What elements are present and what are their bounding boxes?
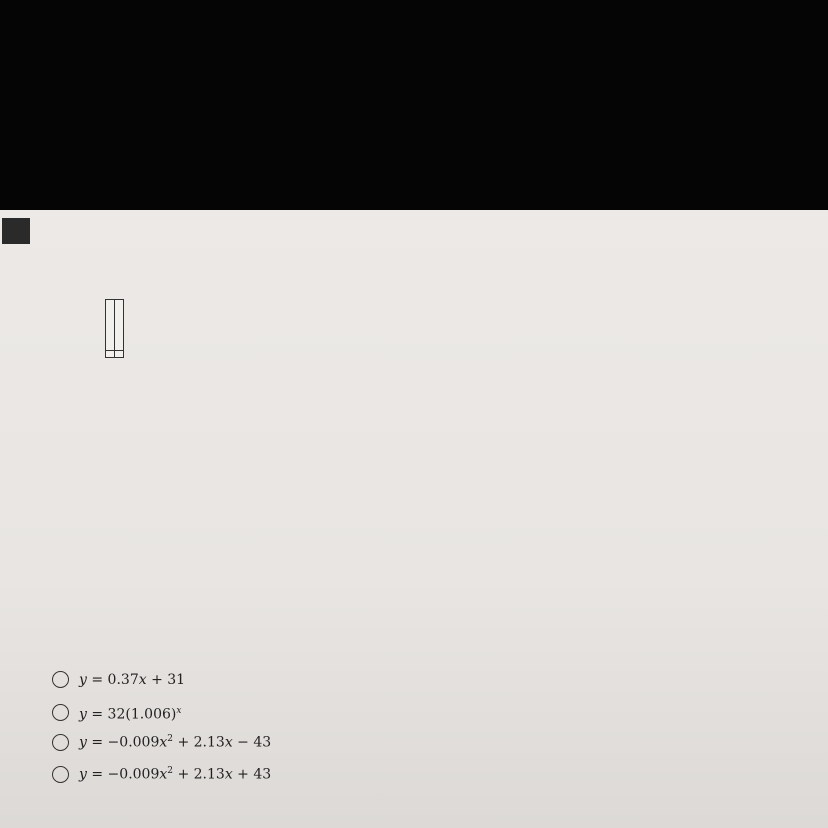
question-number [2, 218, 30, 244]
choice-bubble[interactable] [52, 734, 69, 751]
choice-bubble[interactable] [52, 766, 69, 783]
worksheet-page [0, 210, 828, 828]
table-header-yield [115, 300, 124, 351]
choice-b[interactable] [52, 702, 181, 723]
choice-d[interactable] [52, 766, 271, 783]
photo-background-top [0, 0, 828, 210]
table-header-fertilizer [106, 300, 115, 351]
choice-equation: y = 0.37x + 31 [79, 671, 186, 688]
choice-bubble[interactable] [52, 671, 69, 688]
header-gap [106, 351, 124, 358]
choice-equation: $y = 32(1.006)^x$ [79, 706, 182, 723]
scatter-plot [330, 290, 750, 610]
choice-equation: $y = -0.009x^2 + 2.13x - 43$ [79, 734, 272, 751]
data-table [105, 299, 124, 358]
table-header-row [106, 300, 124, 351]
choice-bubble[interactable] [52, 704, 69, 721]
choice-equation: $y = -0.009x^2 + 2.13x + 43$ [79, 766, 272, 783]
choice-a[interactable] [52, 671, 185, 688]
choice-c[interactable] [52, 734, 271, 751]
